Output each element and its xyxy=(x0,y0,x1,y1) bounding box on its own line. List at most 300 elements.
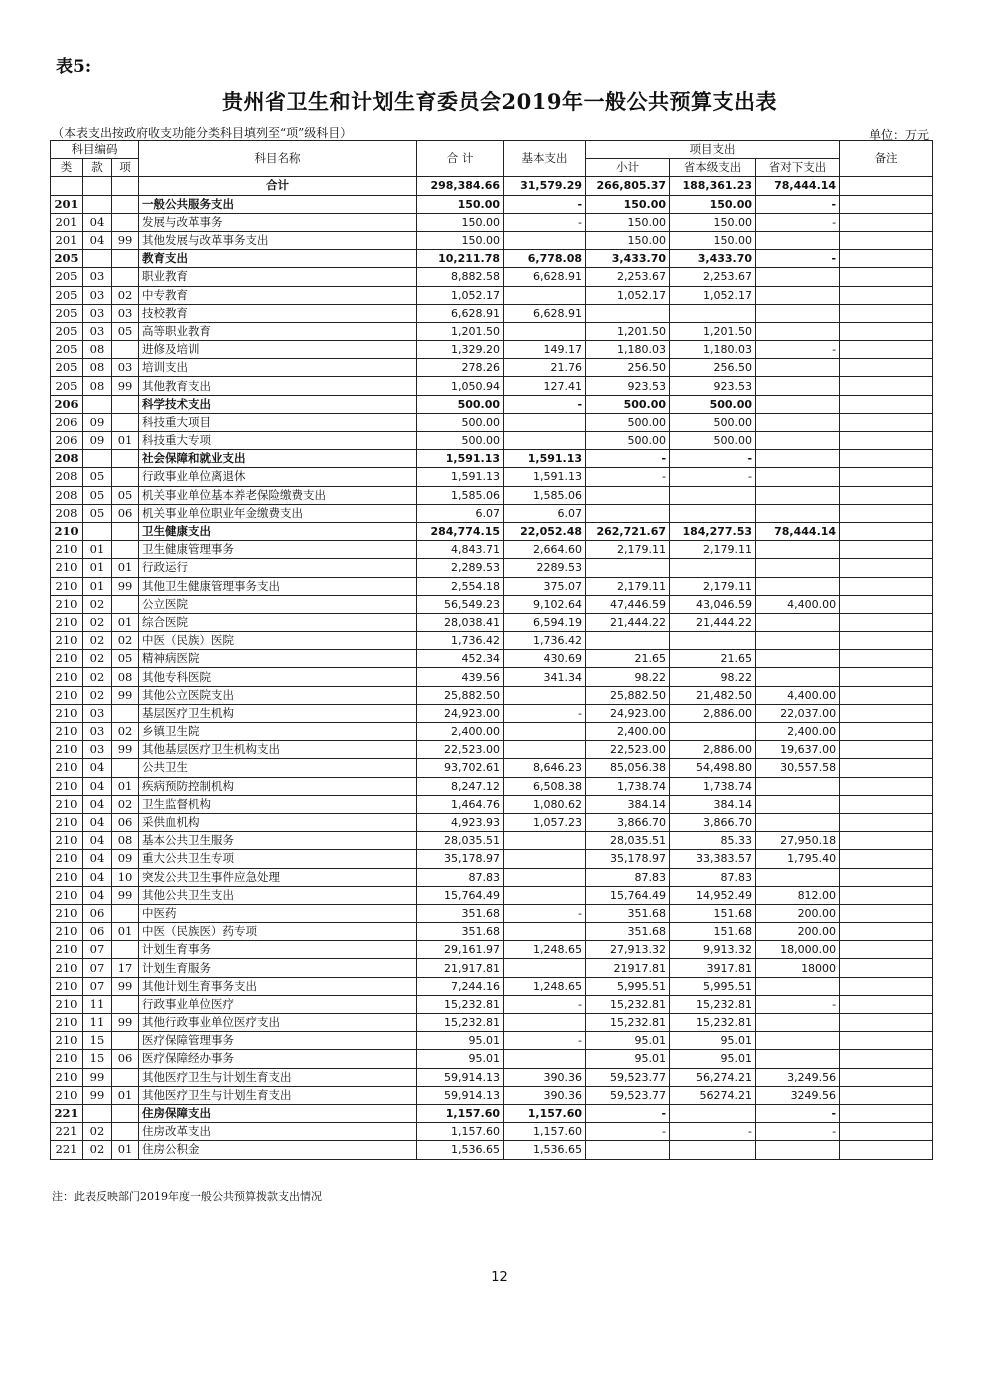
name-cell: 其他专科医院 xyxy=(139,668,417,686)
kuan-header: 款 xyxy=(83,159,112,177)
total-cell: 10,211.78 xyxy=(417,250,504,268)
basic-cell: 6.07 xyxy=(504,504,586,522)
total-cell: 1,157.60 xyxy=(417,1104,504,1122)
name-cell: 其他卫生健康管理事务支出 xyxy=(139,577,417,595)
lei-cell: 205 xyxy=(51,286,83,304)
xiang-cell: 02 xyxy=(112,286,139,304)
provincial-cell: 9,913.32 xyxy=(670,941,756,959)
basic-cell: - xyxy=(504,1032,586,1050)
lei-cell: 210 xyxy=(51,941,83,959)
subtotal-cell: - xyxy=(586,1104,670,1122)
total-cell: 351.68 xyxy=(417,904,504,922)
transfer-cell xyxy=(756,795,840,813)
table-row xyxy=(51,995,933,1013)
basic-cell xyxy=(504,231,586,249)
name-cell: 中医（民族医）药专项 xyxy=(139,923,417,941)
remark-cell xyxy=(840,959,933,977)
basic-cell xyxy=(504,850,586,868)
xiang-cell xyxy=(112,759,139,777)
provincial-cell xyxy=(670,1104,756,1122)
provincial-cell: 56274.21 xyxy=(670,1086,756,1104)
xiang-cell: 01 xyxy=(112,1086,139,1104)
total-cell: 1,736.42 xyxy=(417,632,504,650)
lei-cell: 210 xyxy=(51,1086,83,1104)
name-cell: 医疗保障经办事务 xyxy=(139,1050,417,1068)
table-row xyxy=(51,450,933,468)
subtotal-cell: 500.00 xyxy=(586,395,670,413)
kuan-cell: 02 xyxy=(83,595,112,613)
basic-cell: 1,080.62 xyxy=(504,795,586,813)
remark-cell xyxy=(840,1050,933,1068)
kuan-cell: 09 xyxy=(83,413,112,431)
lei-cell: 208 xyxy=(51,504,83,522)
xiang-cell: 02 xyxy=(112,795,139,813)
name-cell: 进修及培训 xyxy=(139,341,417,359)
subtotal-cell: 35,178.97 xyxy=(586,850,670,868)
subtotal-cell: 2,179.11 xyxy=(586,577,670,595)
name-cell: 采供血机构 xyxy=(139,813,417,831)
table-row xyxy=(51,686,933,704)
subtotal-cell xyxy=(586,486,670,504)
total-cell: 500.00 xyxy=(417,432,504,450)
lei-cell: 210 xyxy=(51,595,83,613)
table-row xyxy=(51,813,933,831)
subtotal-cell: - xyxy=(586,468,670,486)
kuan-cell: 01 xyxy=(83,541,112,559)
table-row xyxy=(51,1050,933,1068)
basic-cell: - xyxy=(504,213,586,231)
total-cell: 452.34 xyxy=(417,650,504,668)
provincial-cell xyxy=(670,723,756,741)
name-cell: 卫生监督机构 xyxy=(139,795,417,813)
xiang-cell xyxy=(112,177,139,195)
footnote: 注：此表反映部门2019年度一般公共预算拨款支出情况 xyxy=(52,1190,322,1203)
remark-cell xyxy=(840,213,933,231)
total-cell: 1,536.65 xyxy=(417,1141,504,1159)
subtotal-cell: 85,056.38 xyxy=(586,759,670,777)
subtotal-cell: 2,253.67 xyxy=(586,268,670,286)
name-cell: 其他计划生育事务支出 xyxy=(139,977,417,995)
provincial-cell: 2,886.00 xyxy=(670,741,756,759)
provincial-cell: 188,361.23 xyxy=(670,177,756,195)
lei-cell: 210 xyxy=(51,541,83,559)
name-cell: 合计 xyxy=(139,177,417,195)
xiang-cell: 06 xyxy=(112,813,139,831)
transfer-cell xyxy=(756,268,840,286)
total-cell: 25,882.50 xyxy=(417,686,504,704)
remark-cell xyxy=(840,304,933,322)
kuan-cell: 02 xyxy=(83,668,112,686)
remark-header: 备注 xyxy=(840,141,933,177)
name-cell: 行政事业单位医疗 xyxy=(139,995,417,1013)
name-cell: 其他基层医疗卫生机构支出 xyxy=(139,741,417,759)
name-cell: 重大公共卫生专项 xyxy=(139,850,417,868)
remark-cell xyxy=(840,450,933,468)
total-cell: 2,400.00 xyxy=(417,723,504,741)
xiang-cell xyxy=(112,522,139,540)
remark-cell xyxy=(840,923,933,941)
transfer-cell xyxy=(756,813,840,831)
table-row xyxy=(51,1104,933,1122)
total-header: 合 计 xyxy=(417,141,504,177)
name-cell: 教育支出 xyxy=(139,250,417,268)
transfer-cell: 4,400.00 xyxy=(756,595,840,613)
basic-cell: 1,157.60 xyxy=(504,1123,586,1141)
lei-cell: 208 xyxy=(51,468,83,486)
name-cell: 突发公共卫生事件应急处理 xyxy=(139,868,417,886)
remark-cell xyxy=(840,868,933,886)
lei-cell: 201 xyxy=(51,231,83,249)
xiang-cell: 08 xyxy=(112,832,139,850)
provincial-cell: 184,277.53 xyxy=(670,522,756,540)
total-cell: 1,329.20 xyxy=(417,341,504,359)
lei-cell: 210 xyxy=(51,613,83,631)
lei-cell: 205 xyxy=(51,322,83,340)
kuan-cell: 02 xyxy=(83,1123,112,1141)
kuan-cell: 02 xyxy=(83,686,112,704)
basic-cell: 1,057.23 xyxy=(504,813,586,831)
name-cell: 行政事业单位离退休 xyxy=(139,468,417,486)
name-cell: 卫生健康支出 xyxy=(139,522,417,540)
total-cell: 150.00 xyxy=(417,231,504,249)
xiang-cell xyxy=(112,904,139,922)
kuan-cell: 02 xyxy=(83,1141,112,1159)
basic-cell xyxy=(504,1050,586,1068)
kuan-cell: 04 xyxy=(83,759,112,777)
page-number: 12 xyxy=(491,1270,508,1285)
xiang-cell: 17 xyxy=(112,959,139,977)
lei-cell: 201 xyxy=(51,213,83,231)
remark-cell xyxy=(840,468,933,486)
provincial-cell: 1,201.50 xyxy=(670,322,756,340)
xiang-cell: 05 xyxy=(112,322,139,340)
xiang-cell xyxy=(112,995,139,1013)
table-row xyxy=(51,177,933,195)
total-cell: 24,923.00 xyxy=(417,704,504,722)
lei-cell: 210 xyxy=(51,1032,83,1050)
table-row xyxy=(51,413,933,431)
total-cell: 95.01 xyxy=(417,1050,504,1068)
lei-cell: 205 xyxy=(51,250,83,268)
provincial-cell: 85.33 xyxy=(670,832,756,850)
transfer-cell xyxy=(756,286,840,304)
xiang-cell xyxy=(112,341,139,359)
lei-cell: 208 xyxy=(51,450,83,468)
table-row xyxy=(51,832,933,850)
kuan-cell: 03 xyxy=(83,704,112,722)
transfer-cell xyxy=(756,559,840,577)
table-row xyxy=(51,286,933,304)
kuan-cell: 01 xyxy=(83,577,112,595)
name-cell: 培训支出 xyxy=(139,359,417,377)
kuan-cell: 06 xyxy=(83,923,112,941)
lei-cell: 210 xyxy=(51,741,83,759)
kuan-cell: 03 xyxy=(83,322,112,340)
provincial-cell: 21,444.22 xyxy=(670,613,756,631)
total-cell: 28,035.51 xyxy=(417,832,504,850)
subtotal-cell: 21,444.22 xyxy=(586,613,670,631)
table-row xyxy=(51,941,933,959)
name-cell: 中医药 xyxy=(139,904,417,922)
table-row xyxy=(51,1068,933,1086)
lei-cell: 210 xyxy=(51,1068,83,1086)
table-row xyxy=(51,777,933,795)
total-cell: 93,702.61 xyxy=(417,759,504,777)
table-row xyxy=(51,213,933,231)
transfer-cell: 27,950.18 xyxy=(756,832,840,850)
transfer-cell xyxy=(756,304,840,322)
name-cell: 中医（民族）医院 xyxy=(139,632,417,650)
basic-cell xyxy=(504,832,586,850)
kuan-cell: 03 xyxy=(83,741,112,759)
transfer-cell xyxy=(756,486,840,504)
lei-cell: 201 xyxy=(51,195,83,213)
name-cell: 乡镇卫生院 xyxy=(139,723,417,741)
subtotal-cell: 266,805.37 xyxy=(586,177,670,195)
provincial-cell: 500.00 xyxy=(670,395,756,413)
name-cell: 基层医疗卫生机构 xyxy=(139,704,417,722)
total-cell: 59,914.13 xyxy=(417,1068,504,1086)
table-row xyxy=(51,850,933,868)
remark-cell xyxy=(840,1014,933,1032)
name-cell: 高等职业教育 xyxy=(139,322,417,340)
total-cell: 7,244.16 xyxy=(417,977,504,995)
table-row xyxy=(51,723,933,741)
kuan-cell: 07 xyxy=(83,977,112,995)
name-cell: 疾病预防控制机构 xyxy=(139,777,417,795)
kuan-cell: 11 xyxy=(83,995,112,1013)
transfer-cell: - xyxy=(756,250,840,268)
basic-cell: - xyxy=(504,195,586,213)
total-cell: 1,052.17 xyxy=(417,286,504,304)
basic-cell xyxy=(504,923,586,941)
kuan-cell: 04 xyxy=(83,231,112,249)
kuan-cell: 03 xyxy=(83,304,112,322)
basic-cell xyxy=(504,286,586,304)
lei-cell: 210 xyxy=(51,777,83,795)
provincial-cell: - xyxy=(670,468,756,486)
lei-cell: 210 xyxy=(51,723,83,741)
remark-cell xyxy=(840,195,933,213)
total-cell: 1,464.76 xyxy=(417,795,504,813)
total-cell: 278.26 xyxy=(417,359,504,377)
provincial-cell: 1,738.74 xyxy=(670,777,756,795)
transfer-cell: - xyxy=(756,195,840,213)
transfer-cell: 18000 xyxy=(756,959,840,977)
table-row xyxy=(51,632,933,650)
lei-cell: 210 xyxy=(51,995,83,1013)
kuan-cell: 08 xyxy=(83,359,112,377)
xiang-cell xyxy=(112,268,139,286)
table-row xyxy=(51,1123,933,1141)
xiang-header: 项 xyxy=(112,159,139,177)
basic-cell xyxy=(504,1014,586,1032)
xiang-cell xyxy=(112,450,139,468)
subtotal-cell: 95.01 xyxy=(586,1050,670,1068)
kuan-cell xyxy=(83,395,112,413)
provincial-cell xyxy=(670,504,756,522)
provincial-cell: 150.00 xyxy=(670,231,756,249)
provincial-cell: 56,274.21 xyxy=(670,1068,756,1086)
kuan-cell xyxy=(83,195,112,213)
name-cell: 中专教育 xyxy=(139,286,417,304)
provincial-cell: 3,433.70 xyxy=(670,250,756,268)
lei-cell: 205 xyxy=(51,341,83,359)
lei-cell: 210 xyxy=(51,904,83,922)
provincial-cell: 95.01 xyxy=(670,1050,756,1068)
basic-cell: 2,664.60 xyxy=(504,541,586,559)
name-cell: 住房公积金 xyxy=(139,1141,417,1159)
total-cell: 28,038.41 xyxy=(417,613,504,631)
code-group-header: 科目编码 xyxy=(51,141,139,159)
table-row xyxy=(51,704,933,722)
name-cell: 其他公共卫生支出 xyxy=(139,886,417,904)
basic-cell: 1,157.60 xyxy=(504,1104,586,1122)
remark-cell xyxy=(840,522,933,540)
total-cell: 59,914.13 xyxy=(417,1086,504,1104)
remark-cell xyxy=(840,759,933,777)
lei-cell: 210 xyxy=(51,704,83,722)
page-title: 贵州省卫生和计划生育委员会2019年一般公共预算支出表 xyxy=(222,89,777,114)
subtotal-cell: 5,995.51 xyxy=(586,977,670,995)
table-row xyxy=(51,377,933,395)
table-row xyxy=(51,432,933,450)
remark-cell xyxy=(840,559,933,577)
xiang-cell xyxy=(112,1068,139,1086)
basic-cell: 21.76 xyxy=(504,359,586,377)
table-row xyxy=(51,1032,933,1050)
name-cell: 科技重大专项 xyxy=(139,432,417,450)
remark-cell xyxy=(840,1032,933,1050)
provincial-cell: 150.00 xyxy=(670,213,756,231)
remark-cell xyxy=(840,723,933,741)
xiang-cell xyxy=(112,1032,139,1050)
lei-cell: 206 xyxy=(51,395,83,413)
table-row xyxy=(51,541,933,559)
subtotal-cell: 1,180.03 xyxy=(586,341,670,359)
name-cell: 住房改革支出 xyxy=(139,1123,417,1141)
provincial-cell: 256.50 xyxy=(670,359,756,377)
provincial-cell: 98.22 xyxy=(670,668,756,686)
total-cell: 8,247.12 xyxy=(417,777,504,795)
transfer-cell xyxy=(756,668,840,686)
basic-cell xyxy=(504,723,586,741)
remark-cell xyxy=(840,650,933,668)
total-cell: 1,591.13 xyxy=(417,468,504,486)
xiang-cell xyxy=(112,941,139,959)
provincial-cell xyxy=(670,632,756,650)
remark-cell xyxy=(840,541,933,559)
subtotal-cell: 28,035.51 xyxy=(586,832,670,850)
table-row xyxy=(51,668,933,686)
unit-label: 单位：万元 xyxy=(868,128,929,142)
remark-cell xyxy=(840,977,933,995)
kuan-cell: 05 xyxy=(83,486,112,504)
table-row xyxy=(51,486,933,504)
provincial-cell: 5,995.51 xyxy=(670,977,756,995)
name-cell: 综合医院 xyxy=(139,613,417,631)
subtotal-cell: 47,446.59 xyxy=(586,595,670,613)
basic-cell: 390.36 xyxy=(504,1068,586,1086)
xiang-cell xyxy=(112,1104,139,1122)
subtotal-cell: 24,923.00 xyxy=(586,704,670,722)
xiang-cell: 06 xyxy=(112,504,139,522)
kuan-cell xyxy=(83,522,112,540)
provincial-cell: 3917.81 xyxy=(670,959,756,977)
remark-cell xyxy=(840,941,933,959)
total-cell: 56,549.23 xyxy=(417,595,504,613)
basic-cell: 31,579.29 xyxy=(504,177,586,195)
kuan-cell: 04 xyxy=(83,886,112,904)
name-cell: 计划生育服务 xyxy=(139,959,417,977)
subtotal-cell: 95.01 xyxy=(586,1032,670,1050)
page-label: 表5: xyxy=(56,57,92,77)
table-row xyxy=(51,886,933,904)
lei-cell: 210 xyxy=(51,668,83,686)
total-cell: 150.00 xyxy=(417,195,504,213)
lei-cell: 221 xyxy=(51,1141,83,1159)
name-cell: 其他行政事业单位医疗支出 xyxy=(139,1014,417,1032)
name-cell: 发展与改革事务 xyxy=(139,213,417,231)
kuan-cell: 08 xyxy=(83,377,112,395)
xiang-cell: 99 xyxy=(112,977,139,995)
basic-cell: 1,248.65 xyxy=(504,941,586,959)
name-cell: 行政运行 xyxy=(139,559,417,577)
basic-cell: 8,646.23 xyxy=(504,759,586,777)
remark-cell xyxy=(840,777,933,795)
table-row xyxy=(51,795,933,813)
table-row xyxy=(51,977,933,995)
table-row xyxy=(51,231,933,249)
basic-cell: 22,052.48 xyxy=(504,522,586,540)
transfer-cell: - xyxy=(756,1104,840,1122)
total-cell: 1,157.60 xyxy=(417,1123,504,1141)
table-row xyxy=(51,322,933,340)
remark-cell xyxy=(840,231,933,249)
total-cell: 4,843.71 xyxy=(417,541,504,559)
kuan-cell: 07 xyxy=(83,959,112,977)
kuan-cell: 03 xyxy=(83,268,112,286)
total-cell: 87.83 xyxy=(417,868,504,886)
kuan-cell: 04 xyxy=(83,813,112,831)
basic-cell: 2289.53 xyxy=(504,559,586,577)
total-cell: 6.07 xyxy=(417,504,504,522)
subtotal-cell: 923.53 xyxy=(586,377,670,395)
xiang-cell xyxy=(112,395,139,413)
total-cell: 1,201.50 xyxy=(417,322,504,340)
table-body xyxy=(51,177,933,1159)
total-cell: 500.00 xyxy=(417,395,504,413)
subtotal-cell: 98.22 xyxy=(586,668,670,686)
subtotal-cell: 384.14 xyxy=(586,795,670,813)
lei-cell: 205 xyxy=(51,304,83,322)
basic-cell: 390.36 xyxy=(504,1086,586,1104)
total-cell: 150.00 xyxy=(417,213,504,231)
lei-cell: 210 xyxy=(51,1014,83,1032)
table-row xyxy=(51,195,933,213)
kuan-cell: 11 xyxy=(83,1014,112,1032)
name-cell: 职业教育 xyxy=(139,268,417,286)
table-row xyxy=(51,613,933,631)
xiang-cell xyxy=(112,250,139,268)
table-row xyxy=(51,341,933,359)
name-cell: 公共卫生 xyxy=(139,759,417,777)
lei-cell: 210 xyxy=(51,1050,83,1068)
remark-cell xyxy=(840,668,933,686)
provincial-cell: 1,180.03 xyxy=(670,341,756,359)
subtotal-cell: 59,523.77 xyxy=(586,1068,670,1086)
xiang-cell: 01 xyxy=(112,1141,139,1159)
